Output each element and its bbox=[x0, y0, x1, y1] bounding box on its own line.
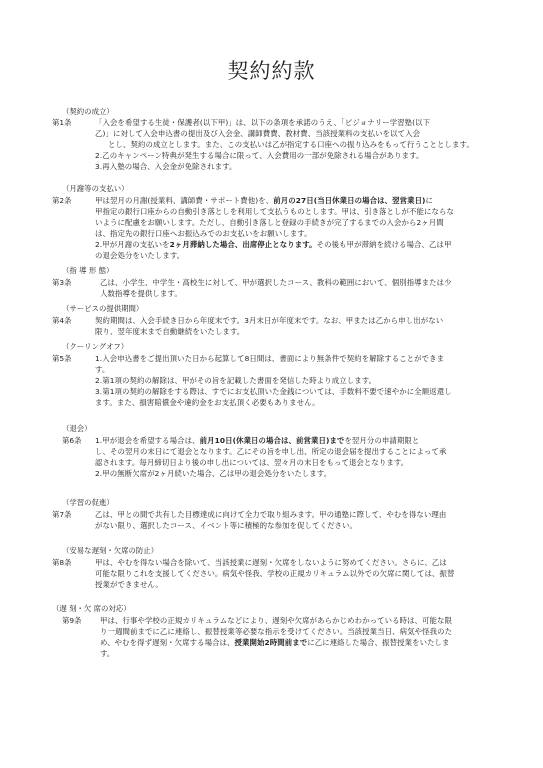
clause-line bbox=[95, 521, 357, 532]
section-heading: （遅 刻・欠 席の対応） bbox=[52, 604, 131, 613]
clause-text: り一週間前までに乙に連絡し、振替授業等必要な指示を受けてください。当該授業当日、病気や怪我のた bbox=[100, 627, 453, 636]
clause-line bbox=[95, 129, 420, 140]
clause-line bbox=[95, 387, 452, 398]
section-heading: （クーリングオフ） bbox=[62, 342, 129, 351]
clause-text: 授業ができません。 bbox=[95, 580, 163, 589]
clause-text: 1.甲が退会を希望する場合は、 bbox=[95, 436, 200, 445]
clause-text: 2.乙のキャンペーン特典が発生する場合に限って、入会費用の一部が免除される場合があります。 bbox=[95, 151, 424, 160]
article-number: 第7条 bbox=[52, 510, 72, 519]
clause-line bbox=[95, 569, 454, 580]
clause-text: 甲指定の銀行口座からの自動引き落としを利用して支払うものとします。甲は、引き落としが不能にならな bbox=[95, 207, 454, 216]
article-number: 第2条 bbox=[52, 196, 72, 205]
clause-text: 乙は、甲との間で共有した目標達成に向けて全力で取り組みます。甲の通塾に際して、やむを得ない理由 bbox=[95, 510, 447, 519]
clause-text: し、その翌月の末日にて退会となります。乙にその旨を申し出、所定の退会届を提出することによって承 bbox=[95, 447, 447, 456]
clause-text: 乙は、小学生、中学生・高校生に対して、甲が選択したコース、教科の範囲において、個別指導または少 bbox=[100, 278, 452, 287]
article-number: 第5条 bbox=[52, 354, 72, 363]
clause-line bbox=[100, 638, 450, 649]
clause-text: ます。また、損害賠償金や違約金をお支払頂く必要もありません。 bbox=[95, 398, 320, 407]
emphasis-text: 授業開始2時間前まで bbox=[234, 638, 308, 647]
section-heading: （契約の成立） bbox=[62, 107, 114, 116]
clause-line bbox=[100, 627, 452, 638]
clause-line bbox=[95, 398, 320, 409]
emphasis-text: 2ヶ月滞納した場合、出席停止となります。 bbox=[169, 240, 317, 249]
clause-line bbox=[95, 118, 430, 129]
clause-line bbox=[95, 447, 446, 458]
clause-line bbox=[95, 469, 331, 480]
section-heading: （指 導 形 態） bbox=[62, 266, 114, 275]
clause-line bbox=[95, 207, 454, 218]
clause-text: 2.甲が月謝の支払いを bbox=[95, 240, 170, 249]
clause-line bbox=[100, 649, 114, 660]
emphasis-text: 前月10日(休業日の場合は、前営業日)まで bbox=[199, 436, 345, 445]
clause-text: す。 bbox=[100, 649, 115, 658]
section-heading: （サービスの提供期間） bbox=[62, 304, 144, 313]
clause-line bbox=[95, 251, 184, 262]
clause-line bbox=[100, 278, 452, 289]
clause-line bbox=[95, 196, 433, 207]
clause-line bbox=[95, 151, 423, 162]
clause-line bbox=[95, 458, 408, 469]
clause-text: に乙に連絡した場合、振替授業をいたしま bbox=[307, 638, 450, 647]
clause-line bbox=[95, 580, 163, 591]
article-number: 第8条 bbox=[52, 558, 72, 567]
clause-text: 人数指導を提供します。 bbox=[100, 289, 182, 298]
clause-text: 3.再入塾の場合、入会金が免除されます。 bbox=[95, 162, 237, 171]
clause-line bbox=[95, 558, 447, 569]
clause-text: す。 bbox=[95, 365, 110, 374]
section-heading: （退会） bbox=[62, 424, 92, 433]
clause-text: の退会処分をいたします。 bbox=[95, 251, 185, 260]
clause-line bbox=[95, 510, 446, 521]
article-number: 第9条 bbox=[62, 616, 82, 625]
clause-text: を翌月分の申請期限と bbox=[344, 436, 420, 445]
clause-line bbox=[95, 327, 244, 338]
clause-text: 甲は、行事や学校の正規カリキュラムなどにより、遅刻や欠席があらかじめわかっている時は、可能な限 bbox=[100, 616, 452, 625]
clause-line bbox=[100, 289, 182, 300]
clause-text: は、指定先の銀行口座へお振込みでのお支払いをお願いします。 bbox=[95, 229, 312, 238]
clause-line bbox=[95, 354, 444, 365]
section-heading: （安易な遅刻・欠席の防止） bbox=[62, 546, 159, 555]
clause-line bbox=[95, 436, 419, 447]
clause-text: 「入会を希望する生徒・保護者(以下甲)」は、以下の条項を承諾のうえ、「ビジョナリー学習塾(以下 bbox=[95, 118, 431, 127]
clause-text: 1.入会申込書をご提出頂いた日から起算して8日間は、書面により無条件で契約を解除することができま bbox=[95, 354, 445, 363]
clause-text: 2.第1項の契約の解除は、甲がその旨を記載した書面を発信した時より成立します。 bbox=[95, 376, 377, 385]
clause-line bbox=[95, 376, 376, 387]
article-number: 第1条 bbox=[52, 118, 72, 127]
clause-text: 3.第1項の契約の解除をする際は、すでにお支払頂いた金銭については、手数料不要で速やかに全額返還し bbox=[95, 387, 452, 396]
clause-text: め、やむを得ず遅刻・欠席する場合は、 bbox=[100, 638, 235, 647]
clause-text: いように配慮をお願いします。ただし、自動引き落しと登録の手続きが完了するまでの入会から2ヶ月間 bbox=[95, 218, 444, 227]
clause-text: 甲は翌月の月謝(授業料、講師費・サポート費他)を、 bbox=[95, 196, 274, 205]
section-heading: （学習の促進） bbox=[62, 498, 114, 507]
clause-line bbox=[95, 229, 312, 240]
clause-line bbox=[100, 616, 452, 627]
page-title: 契約約款 bbox=[227, 59, 316, 83]
clause-text: 2.甲の無断欠席が2ヶ月続いた場合、乙は甲の退会処分をいたします。 bbox=[95, 469, 332, 478]
clause-line bbox=[95, 162, 237, 173]
clause-text: に bbox=[425, 196, 434, 205]
clause-line bbox=[95, 365, 109, 376]
clause-text: 限り、翌年度末まで自動継続をいたします。 bbox=[95, 327, 245, 336]
article-number: 第3条 bbox=[52, 278, 72, 287]
clause-text: 認されます。毎月締切日より後の申し出については、翌々月の末日をもって退会となります。 bbox=[95, 458, 409, 467]
clause-text: 可能な限りこれを支援してください。病気や怪我、学校の正規カリキュラム以外での欠席に関しては、振替 bbox=[95, 569, 455, 578]
clause-text: 甲は、やむを得ない場合を除いて、当該授業に遅刻・欠席をしないように努めてください。さらに、乙は bbox=[95, 558, 447, 567]
section-heading: （月謝等の支払い） bbox=[62, 184, 129, 193]
article-number: 第6条 bbox=[62, 436, 82, 445]
clause-text: 乙)」に対して入会申込書の提出及び入会金、講師費費、教材費、当該授業料の支払いを以て入会 bbox=[95, 129, 421, 138]
clause-line bbox=[95, 316, 443, 327]
emphasis-text: 前月の27日(当日休業日の場合は、翌営業日) bbox=[273, 196, 426, 205]
clause-line bbox=[95, 240, 452, 251]
clause-line bbox=[95, 218, 444, 229]
clause-text: 契約期間は、入会手続き日から年度末です。3月末日が年度末です。なお、甲または乙から申し出がない bbox=[95, 316, 444, 325]
clause-text: とし、契約の成立とします。また、この支払いは乙が指定する口座への振り込みをもって行うこととします。 bbox=[108, 140, 474, 149]
clause-text: その後も甲が滞納を続ける場合、乙は甲 bbox=[316, 240, 452, 249]
article-number: 第4条 bbox=[52, 316, 72, 325]
clause-line bbox=[108, 140, 474, 151]
clause-text: がない限り、選択したコース、イベント等に積極的な参加を促してください。 bbox=[95, 521, 358, 530]
